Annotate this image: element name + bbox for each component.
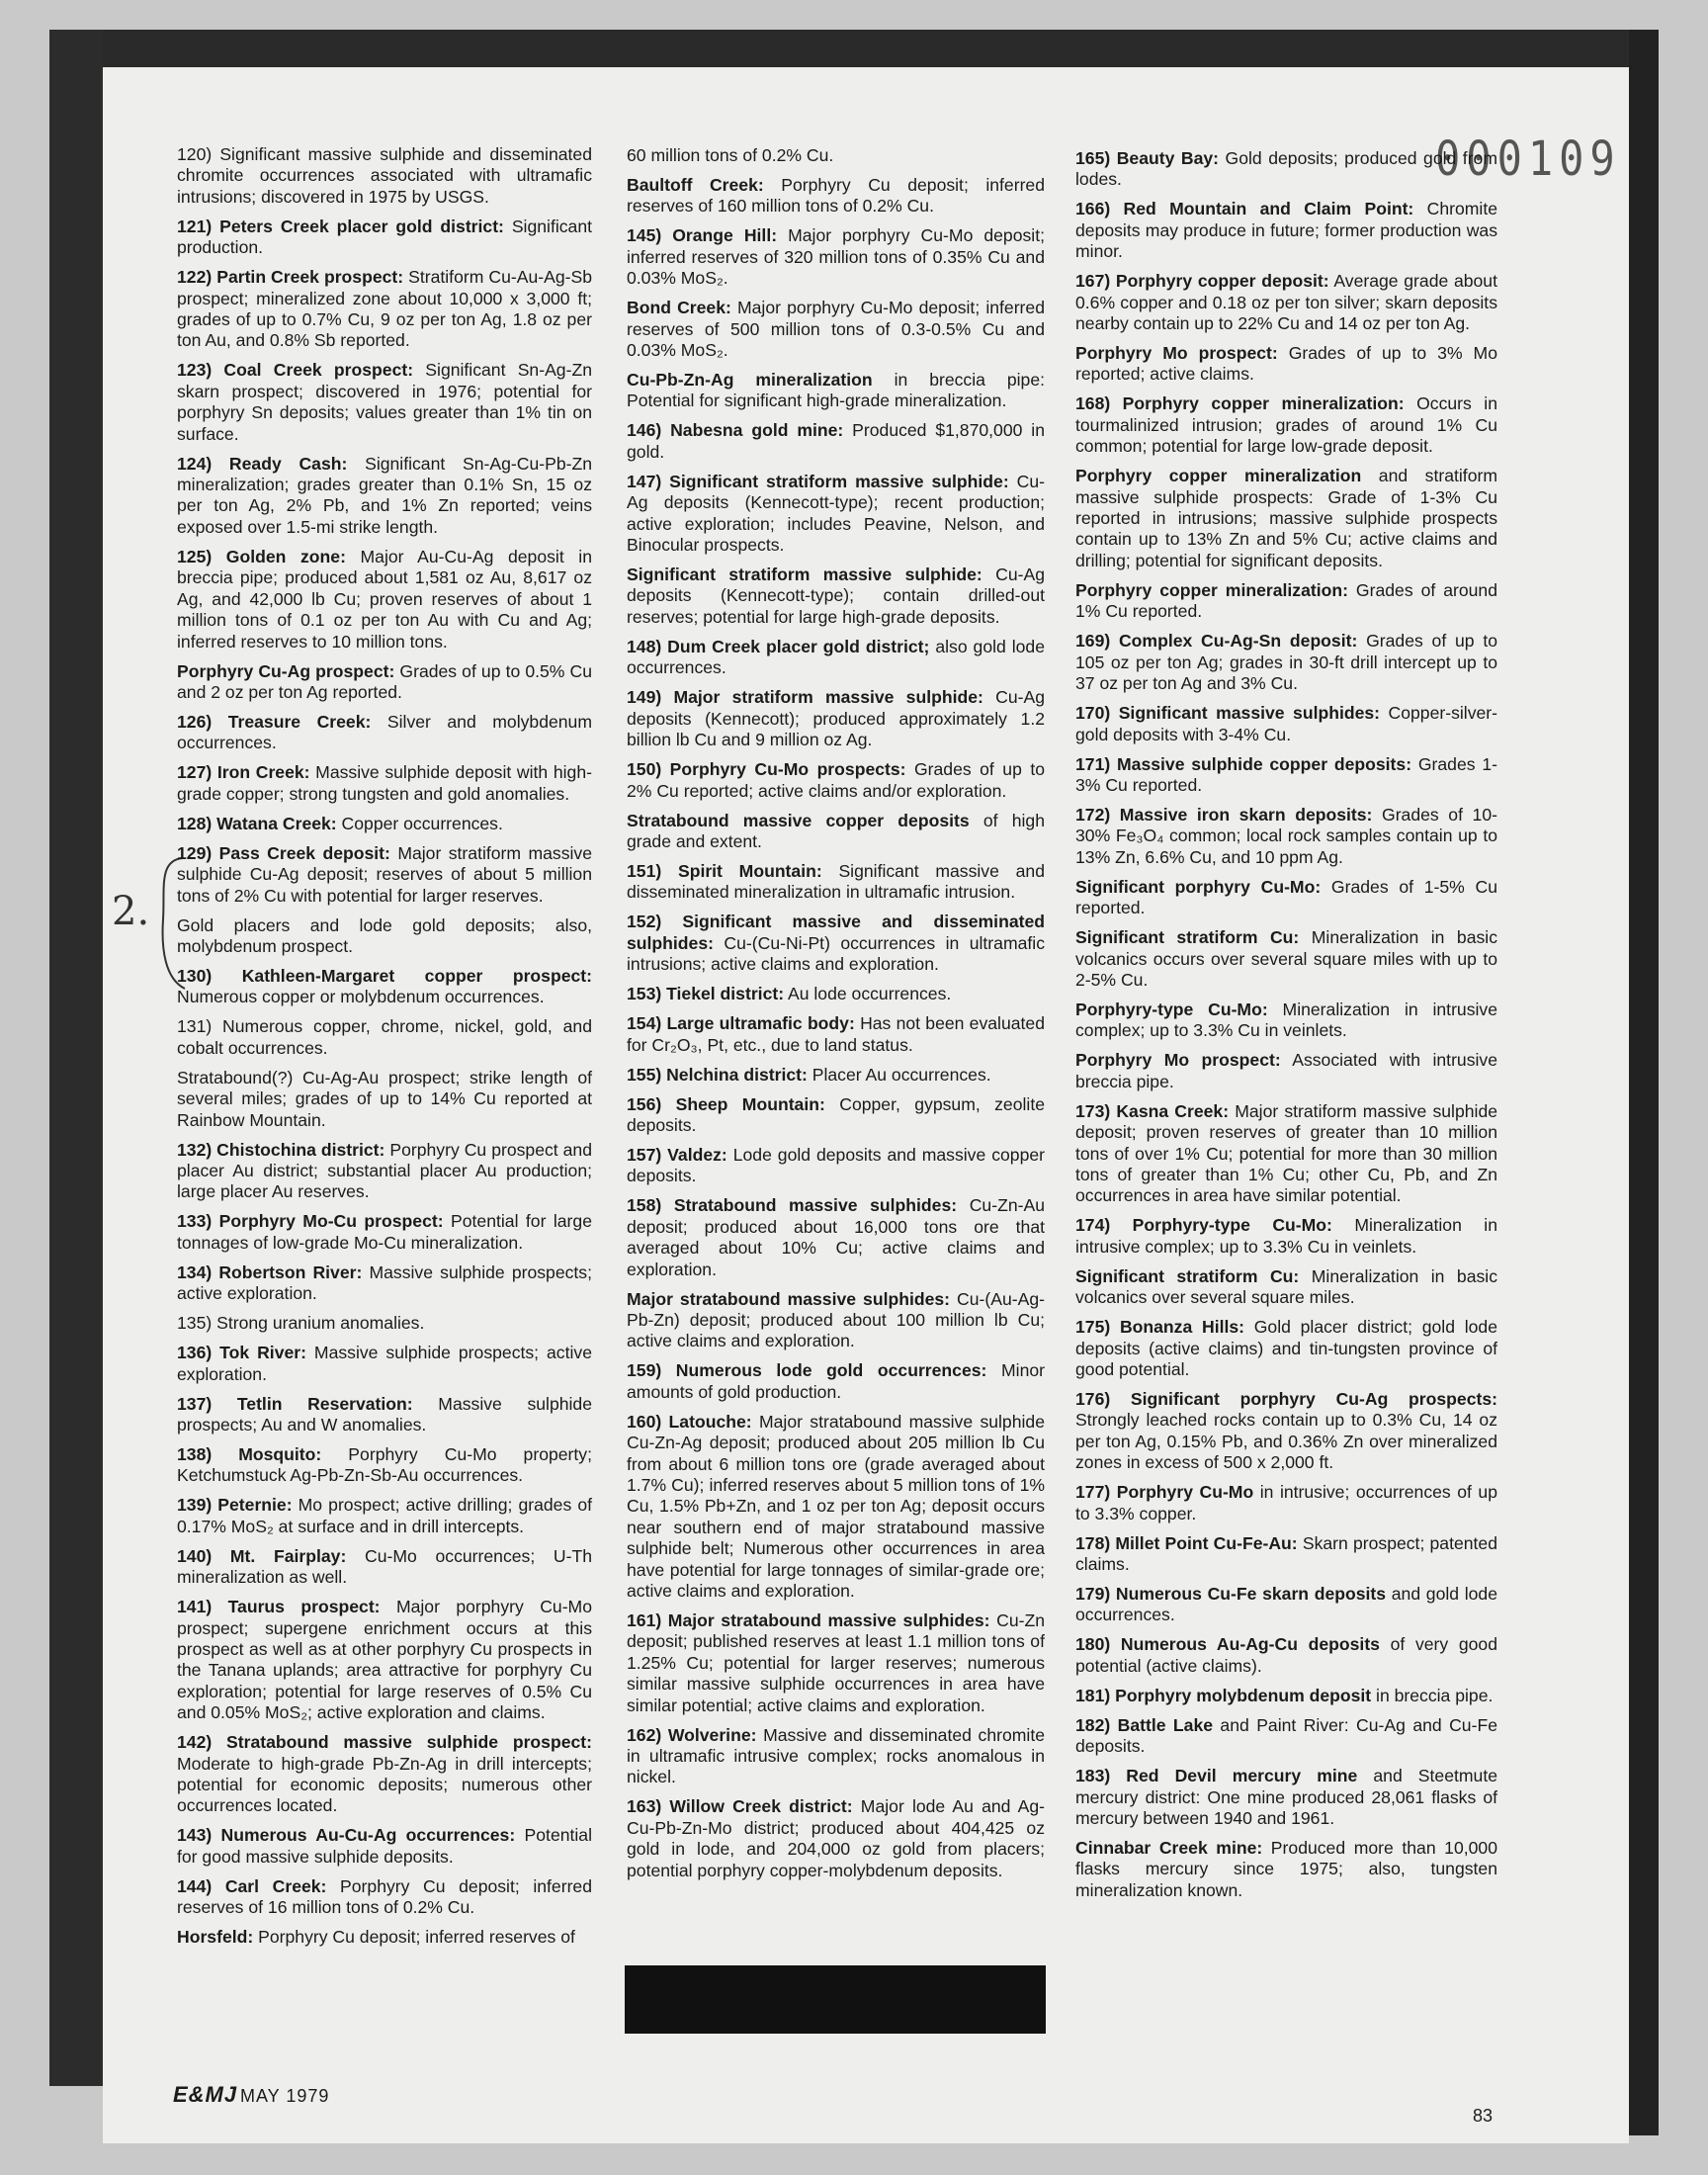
deposit-entry <box>177 1597 592 1723</box>
entry-heading: 154) Large ultramafic body: <box>627 1013 855 1034</box>
deposit-entry <box>1075 1266 1497 1309</box>
entry-heading: 156) Sheep Mountain: <box>627 1093 825 1114</box>
entry-heading: Cu-Pb-Zn-Ag mineralization <box>627 370 873 391</box>
entry-text: Cu-Mo occurrences; U-Th mineralization as well. <box>177 1545 592 1588</box>
entry-heading: 140) Mt. Fairplay: <box>177 1545 347 1566</box>
deposit-entry <box>1075 199 1497 262</box>
entry-heading: 122) Partin Creek prospect: <box>177 267 404 288</box>
entry-heading: 147) Significant stratiform massive sulphide: <box>627 471 1009 491</box>
deposit-entry <box>177 1068 592 1131</box>
entry-text: Major porphyry Cu-Mo prospect; supergene enrichment occurs at this prospect as well as at other porphyry Cu prospects in the Tanana uplands; area attractive for porphyry Cu exploration; potential for large reserves of 0.5% Cu and 0.05% MoS₂; active exploration and claims. <box>177 1597 592 1723</box>
entry-text: Porphyry Cu deposit; inferred reserves of <box>253 1927 575 1948</box>
entry-text: of high grade and extent. <box>627 810 1045 851</box>
deposit-entry <box>1075 1000 1497 1042</box>
deposit-entry <box>1075 631 1497 694</box>
entry-heading: 160) Latouche: <box>627 1411 752 1432</box>
deposit-entry <box>177 1825 592 1868</box>
deposit-entry <box>1075 1766 1497 1829</box>
entry-text: Stratabound(?) Cu-Ag-Au prospect; strike length of several miles; grades of up to 14% Cu reported at Rainbow Mountain. <box>177 1067 592 1130</box>
entry-heading: 176) Significant porphyry Cu-Ag prospects: <box>1075 1389 1497 1409</box>
deposit-entry <box>1075 1584 1497 1626</box>
deposit-entry <box>627 1195 1045 1280</box>
deposit-entry <box>627 1065 1045 1086</box>
entry-heading: Significant stratiform Cu: <box>1075 927 1300 948</box>
deposit-entry <box>177 915 592 958</box>
deposit-entry <box>627 861 1045 904</box>
deposit-entry <box>177 1495 592 1537</box>
entry-heading: 128) Watana Creek: <box>177 813 337 833</box>
entry-heading: 180) Numerous Au-Ag-Cu deposits <box>1075 1634 1380 1655</box>
deposit-entry <box>627 1360 1045 1403</box>
entry-heading: Cinnabar Creek mine: <box>1075 1838 1263 1859</box>
entry-text: Produced more than 10,000 flasks mercury since 1975; also, tungsten mineralization known. <box>1075 1838 1497 1900</box>
entry-text: and Paint River: Cu-Ag and Cu-Fe deposits. <box>1075 1714 1497 1757</box>
entry-heading: 173) Kasna Creek: <box>1075 1100 1230 1121</box>
deposit-entry <box>1075 1533 1497 1576</box>
entry-heading: 143) Numerous Au-Cu-Ag occurrences: <box>177 1825 516 1846</box>
entry-heading: 134) Robertson River: <box>177 1262 363 1282</box>
entry-heading: Porphyry-type Cu-Mo: <box>1075 999 1268 1019</box>
entry-text: and gold lode occurrences. <box>1075 1584 1498 1625</box>
entry-heading: 159) Numerous lode gold occurrences: <box>627 1360 987 1381</box>
deposit-entry <box>177 1313 592 1334</box>
deposit-entry <box>1075 927 1497 991</box>
entry-heading: 168) Porphyry copper mineralization: <box>1075 393 1405 414</box>
deposit-entry <box>1075 1482 1497 1524</box>
entry-heading: 153) Tiekel district: <box>627 984 785 1004</box>
deposit-entry <box>627 1289 1045 1352</box>
entry-text: Cu-Zn deposit; published reserves at least 1.1 million tons of 1.25% Cu; potential for larger reserves; numerous similar massive sulphide occurrences in area have similar potential; active claims and exploration. <box>627 1610 1045 1715</box>
deposit-entry <box>177 1343 592 1385</box>
entry-text: Au lode occurrences. <box>784 984 952 1004</box>
deposit-entry <box>1075 393 1497 457</box>
entry-heading: 141) Taurus prospect: <box>177 1597 381 1617</box>
entry-text: Has not been evaluated for Cr₂O₃, Pt, etc., due to land status. <box>627 1013 1045 1055</box>
deposit-entry <box>177 661 592 704</box>
deposit-entry <box>627 472 1045 557</box>
entry-text: Major stratiform massive sulphide deposit; proven reserves of greater than 10 million tons of over 1% Cu; potential for more than 30 million tons of greater than 1% Cu; other Cu, Pb, and Zn occurrences in area have similar potential. <box>1075 1100 1498 1206</box>
entry-heading: 155) Nelchina district: <box>627 1064 808 1085</box>
deposit-entry <box>177 547 592 652</box>
entry-text: Massive sulphide deposit with high-grade copper; strong tungsten and gold anomalies. <box>177 762 592 804</box>
entry-text: Porphyry Cu prospect and placer Au district; substantial placer Au production; large placer Au reserves. <box>177 1139 592 1202</box>
deposit-entry <box>177 1732 592 1817</box>
entry-text: Potential for large tonnages of low-grade Mo-Cu mineralization. <box>177 1211 592 1253</box>
entry-heading: 172) Massive iron skarn deposits: <box>1075 804 1373 825</box>
entry-heading: 121) Peters Creek placer gold district: <box>177 216 504 236</box>
entry-heading: 152) Significant massive and disseminated sulphides: <box>627 912 1045 953</box>
entry-heading: 175) Bonanza Hills: <box>1075 1317 1244 1338</box>
entry-heading: 132) Chistochina district: <box>177 1139 385 1160</box>
entry-heading: 158) Stratabound massive sulphides: <box>627 1195 958 1216</box>
entry-text: Average grade about 0.6% copper and 0.18 oz per ton silver; skarn deposits nearby contain up to 22% Cu and 14 oz per ton Ag. <box>1075 271 1497 334</box>
page-number: 83 <box>1473 2106 1494 2126</box>
entry-heading: 124) Ready Cash: <box>177 453 348 474</box>
entry-heading: 183) Red Devil mercury mine <box>1075 1766 1358 1786</box>
deposit-entry <box>627 175 1045 218</box>
entry-text: Copper, gypsum, zeolite deposits. <box>627 1093 1045 1135</box>
deposit-entry <box>177 1876 592 1919</box>
entry-text: Major lode Au and Ag-Cu-Pb-Zn-Mo district; produced about 404,425 oz gold in lode, and 204,000 oz gold from placers; potential porphyry copper-molybdenum deposits. <box>627 1796 1045 1880</box>
entry-heading: 142) Stratabound massive sulphide prospect: <box>177 1732 592 1753</box>
deposit-entry <box>1075 1389 1497 1474</box>
entry-heading: Bond Creek: <box>627 298 731 318</box>
column-3 <box>1075 148 1497 1910</box>
entry-text: Significant massive and disseminated mineralization in ultramafic intrusion. <box>627 860 1045 903</box>
entry-text: Produced $1,870,000 in gold. <box>627 420 1045 462</box>
entry-text: 131) Numerous copper, chrome, nickel, gold, and cobalt occurrences. <box>177 1016 592 1058</box>
deposit-entry <box>627 687 1045 750</box>
entry-heading: Porphyry Cu-Ag prospect: <box>177 660 395 681</box>
entry-text: Chromite deposits may produce in future; former production was minor. <box>1075 199 1497 262</box>
entry-text: Porphyry Cu-Mo property; Ketchumstuck Ag-Pb-Zn-Sb-Au occurrences. <box>177 1444 592 1486</box>
deposit-entry <box>1075 703 1497 745</box>
entry-text: Significant Sn-Ag-Cu-Pb-Zn mineralization; grades greater than 0.1% Sn, 15 oz per ton Ag, 2% Pb, and 1% Zn reported; veins exposed over 1.5-mi strike length. <box>177 453 592 537</box>
entry-heading: 125) Golden zone: <box>177 546 346 566</box>
deposit-entry <box>1075 805 1497 868</box>
entry-heading: 161) Major stratabound massive sulphides: <box>627 1610 990 1631</box>
entry-heading: Significant stratiform Cu: <box>1075 1265 1300 1286</box>
entry-text: Major Au-Cu-Ag deposit in breccia pipe; produced about 1,581 oz Au, 8,617 oz Ag, and 42,000 lb Cu; proven reserves of about 1 million tons of 0.1 oz per ton Au with Cu and Ag; inferred reserves to 10 million tons. <box>177 546 592 652</box>
entry-heading: Significant porphyry Cu-Mo: <box>1075 876 1322 897</box>
deposit-entry <box>627 1796 1045 1881</box>
margin-note: 2. <box>112 889 150 934</box>
entry-text: Massive and disseminated chromite in ultramafic intrusive complex; rocks anomalous in nickel. <box>627 1724 1045 1787</box>
deposit-entry <box>627 1725 1045 1788</box>
deposit-entry <box>177 1546 592 1589</box>
entry-text: of very good potential (active claims). <box>1075 1634 1497 1676</box>
deposit-entry <box>627 811 1045 853</box>
deposit-entry <box>1075 580 1497 623</box>
deposit-entry <box>627 298 1045 361</box>
deposit-entry <box>627 1610 1045 1716</box>
deposit-entry <box>177 966 592 1008</box>
entry-heading: 145) Orange Hill: <box>627 225 778 246</box>
entry-text: Minor amounts of gold production. <box>627 1360 1045 1402</box>
entry-text: 120) Significant massive sulphide and disseminated chromite occurrences associated with ultramafic intrusions; discovered in 1975 by USGS. <box>177 144 592 207</box>
entry-text: Significant Sn-Ag-Zn skarn prospect; discovered in 1976; potential for porphyry Sn deposits; values greater than 1% tin on surface. <box>177 360 592 444</box>
entry-text: Mineralization in intrusive complex; up to 3.3% Cu in veinlets. <box>1075 999 1497 1041</box>
deposit-entry <box>1075 754 1497 797</box>
entry-heading: 129) Pass Creek deposit: <box>177 842 390 863</box>
entry-text: Potential for good massive sulphide deposits. <box>177 1825 593 1867</box>
entry-heading: Baultoff Creek: <box>627 175 764 195</box>
entry-heading: 181) Porphyry molybdenum deposit <box>1075 1685 1372 1705</box>
scan-top-border <box>49 30 1659 67</box>
entry-text: Copper occurrences. <box>336 813 503 833</box>
entry-text: Grades of up to 3% Mo reported; active claims. <box>1075 343 1497 385</box>
entry-text: Major stratabound massive sulphide Cu-Zn-Ag deposit; produced about 205 million lb Cu from about 6 million tons ore (grade averaged about 1.7% Cu); inferred reserves about 5 million tons of 1% Cu, 1.5% Pb+Zn, and 1 oz per ton Ag; deposit occurs near southern end of major stratabound massive sulphide belt; Numerous other occurrences in area have potential for large tonnages of similar-grade ore; active claims and exploration. <box>627 1411 1045 1602</box>
entry-heading: 166) Red Mountain and Claim Point: <box>1075 199 1414 219</box>
deposit-entry <box>627 1094 1045 1137</box>
deposit-entry <box>627 145 1045 166</box>
entry-text: Major porphyry Cu-Mo deposit; inferred reserves of 500 million tons of 0.3-0.5% Cu and 0.03% MoS₂. <box>627 298 1045 361</box>
entry-heading: Significant stratiform massive sulphide: <box>627 565 982 585</box>
entry-text: Cu-(Au-Ag-Pb-Zn) deposit; produced about 100 million lb Cu; active claims and exploration. <box>627 1288 1045 1351</box>
deposit-entry <box>627 1412 1045 1603</box>
entry-text: Cu-Zn-Au deposit; produced about 16,000 tons ore that averaged about 10% Cu; active claims and exploration. <box>627 1195 1045 1279</box>
deposit-entry <box>627 370 1045 412</box>
entry-text: Grades of 10-30% Fe₃O₄ common; local rock samples contain up to 13% Zn, 6.6% Cu, and 10 ppm Ag. <box>1075 804 1497 867</box>
entry-text: Massive sulphide prospects; Au and W anomalies. <box>177 1393 592 1435</box>
deposit-entry <box>1075 1317 1497 1380</box>
column-1 <box>177 144 592 1957</box>
scan-right-border <box>1629 30 1659 2135</box>
column-2 <box>627 145 1045 1890</box>
deposit-entry <box>1075 1838 1497 1901</box>
deposit-entry <box>627 420 1045 463</box>
deposit-entry <box>177 267 592 352</box>
entry-heading: 138) Mosquito: <box>177 1444 322 1464</box>
entry-heading: 174) Porphyry-type Cu-Mo: <box>1075 1215 1332 1236</box>
entry-text: Grades of up to 105 oz per ton Ag; grades in 30-ft drill intercept up to 37 oz per ton Ag and 3% Cu. <box>1075 631 1497 694</box>
deposit-entry <box>627 912 1045 975</box>
deposit-entry <box>177 144 592 208</box>
deposit-entry <box>177 762 592 805</box>
entry-heading: 171) Massive sulphide copper deposits: <box>1075 753 1412 774</box>
entry-text: 60 million tons of 0.2% Cu. <box>627 145 834 165</box>
entry-heading: 130) Kathleen-Margaret copper prospect: <box>177 965 592 986</box>
entry-heading: Porphyry copper mineralization: <box>1075 579 1348 600</box>
entry-text: Grades of up to 0.5% Cu and 2 oz per ton Ag reported. <box>177 660 592 702</box>
deposit-entry <box>1075 148 1497 191</box>
entry-text: in breccia pipe. <box>1371 1685 1494 1705</box>
deposit-entry <box>1075 1715 1497 1758</box>
entry-heading: 167) Porphyry copper deposit: <box>1075 271 1329 292</box>
entry-text: Mineralization in intrusive complex; up to 3.3% Cu in veinlets. <box>1075 1215 1497 1257</box>
entry-heading: 139) Peternie: <box>177 1495 293 1516</box>
entry-text: Massive sulphide prospects; active exploration. <box>177 1343 592 1384</box>
deposit-entry <box>1075 877 1497 919</box>
entry-text: Gold deposits; produced gold from lodes. <box>1075 148 1497 190</box>
entry-text: Massive sulphide prospects; active exploration. <box>177 1262 592 1304</box>
entry-heading: 126) Treasure Creek: <box>177 711 372 732</box>
entry-heading: 177) Porphyry Cu-Mo <box>1075 1482 1254 1503</box>
entry-text: 135) Strong uranium anomalies. <box>177 1313 425 1334</box>
entry-text: and Steetmute mercury district: One mine produced 28,061 flasks of mercury between 1940 and 1961. <box>1075 1766 1497 1829</box>
entry-heading: 127) Iron Creek: <box>177 762 310 783</box>
entry-heading: 150) Porphyry Cu-Mo prospects: <box>627 759 906 780</box>
entry-text: Associated with intrusive breccia pipe. <box>1075 1050 1498 1091</box>
entry-heading: 157) Valdez: <box>627 1144 727 1165</box>
entry-text: Cu-Ag deposits (Kennecott-type); contain drilled-out reserves; potential for large high-grade deposits. <box>627 565 1045 627</box>
entry-heading: 165) Beauty Bay: <box>1075 148 1220 168</box>
issue-date: MAY 1979 <box>240 2086 330 2106</box>
entry-text: Moderate to high-grade Pb-Zn-Ag in drill intercepts; potential for economic deposits; numerous other occurrences located. <box>177 1753 592 1816</box>
entry-heading: 146) Nabesna gold mine: <box>627 420 844 441</box>
entry-heading: 123) Coal Creek prospect: <box>177 360 414 381</box>
entry-text: Major stratiform massive sulphide Cu-Ag deposit; reserves of about 5 million tons of 2% Cu with potential for larger reserves. <box>177 842 593 906</box>
deposit-entry <box>177 1927 592 1948</box>
entry-text: Placer Au occurrences. <box>807 1064 991 1085</box>
deposit-entry <box>627 637 1045 679</box>
entry-text: Gold placers and lode gold deposits; also, molybdenum prospect. <box>177 914 592 956</box>
entry-heading: Major stratabound massive sulphides: <box>627 1288 951 1309</box>
entry-text: Mineralization in basic volcanics over several square miles. <box>1075 1265 1497 1308</box>
entry-heading: Horsfeld: <box>177 1927 254 1948</box>
entry-text: Grades of up to 2% Cu reported; active claims and/or exploration. <box>627 759 1045 801</box>
deposit-entry <box>627 1145 1045 1187</box>
entry-heading: 178) Millet Point Cu-Fe-Au: <box>1075 1532 1298 1553</box>
entry-heading: Porphyry Mo prospect: <box>1075 343 1278 364</box>
entry-text: Gold placer district; gold lode deposits (active claims) and tin-tungsten province of good potential. <box>1075 1317 1497 1379</box>
deposit-entry <box>1075 466 1497 571</box>
deposit-entry <box>1075 1101 1497 1207</box>
entry-text: Mo prospect; active drilling; grades of 0.17% MoS₂ at surface and in drill intercepts. <box>177 1495 592 1536</box>
entry-text: Grades of 1-5% Cu reported. <box>1075 876 1498 918</box>
deposit-entry <box>1075 1686 1497 1706</box>
deposit-entry <box>177 843 592 907</box>
entry-text: Mineralization in basic volcanics occurs over several square miles with up to 2-5% Cu. <box>1075 927 1497 990</box>
entry-heading: 144) Carl Creek: <box>177 1875 327 1896</box>
entry-text: Numerous copper or molybdenum occurrences. <box>177 987 545 1007</box>
entry-heading: 133) Porphyry Mo-Cu prospect: <box>177 1211 444 1232</box>
entry-text: Silver and molybdenum occurrences. <box>177 711 592 753</box>
entry-text: Cu-(Cu-Ni-Pt) occurrences in ultramafic intrusions; active claims and exploration. <box>627 932 1045 975</box>
entry-text: Significant production. <box>177 216 592 258</box>
entry-heading: 148) Dum Creek placer gold district; <box>627 636 930 656</box>
entry-heading: 162) Wolverine: <box>627 1724 757 1745</box>
entry-text: Lode gold deposits and massive copper deposits. <box>627 1144 1045 1186</box>
entry-text: Porphyry Cu deposit; inferred reserves of 160 million tons of 0.2% Cu. <box>627 175 1046 217</box>
deposit-entry <box>627 1013 1045 1056</box>
redaction-block <box>625 1965 1046 2034</box>
deposit-entry <box>177 1444 592 1487</box>
deposit-entry <box>177 814 592 834</box>
entry-text: Cu-Ag deposits (Kennecott-type); recent production; active exploration; includes Peavine, Nelson, and Binocular prospects. <box>627 471 1045 556</box>
deposit-entry <box>1075 1215 1497 1258</box>
entry-text: Occurs in tourmalinized intrusion; grades of around 1% Cu common; potential for large low-grade deposit. <box>1075 393 1497 457</box>
entry-text: Strongly leached rocks contain up to 0.3% Cu, 14 oz per ton Ag, 0.15% Pb, and 0.36% Zn over mineralized zones in excess of 500 x 2,000 ft. <box>1075 1410 1497 1473</box>
deposit-entry <box>177 1140 592 1203</box>
entry-text: Grades of around 1% Cu reported. <box>1075 579 1497 622</box>
deposit-entry <box>177 1016 592 1059</box>
entry-text: Stratiform Cu-Au-Ag-Sb prospect; mineralized zone about 10,000 x 3,000 ft; grades of up to 0.7% Cu, 9 oz per ton Ag, 1.8 oz per ton Au, and 0.8% Sb reported. <box>177 267 592 351</box>
deposit-entry <box>627 565 1045 628</box>
deposit-entry <box>177 1211 592 1254</box>
deposit-entry <box>177 1262 592 1305</box>
deposit-entry <box>1075 1634 1497 1677</box>
scan-left-border <box>49 30 103 2086</box>
entry-text: and stratiform massive sulphide prospects: Grade of 1-3% Cu reported in intrusions; massive sulphide prospects contain up to 13% Zn and 5% Cu; active claims and drilling; potential for significant deposits. <box>1075 466 1497 570</box>
entry-text: Major porphyry Cu-Mo deposit; inferred reserves of 320 million tons of 0.35% Cu and 0.03% MoS₂. <box>627 225 1045 289</box>
entry-text: Porphyry Cu deposit; inferred reserves of 16 million tons of 0.2% Cu. <box>177 1875 593 1918</box>
entry-heading: 163) Willow Creek district: <box>627 1796 853 1817</box>
entry-heading: Porphyry copper mineralization <box>1075 466 1362 486</box>
entry-text: Cu-Ag deposits (Kennecott); produced approximately 1.2 billion lb Cu and 9 million oz Ag. <box>627 687 1045 750</box>
entry-heading: 182) Battle Lake <box>1075 1714 1214 1735</box>
entry-text: Skarn prospect; patented claims. <box>1075 1532 1497 1575</box>
deposit-entry <box>177 360 592 445</box>
entry-heading: 137) Tetlin Reservation: <box>177 1393 413 1414</box>
entry-heading: Stratabound massive copper deposits <box>627 810 970 830</box>
deposit-entry <box>1075 271 1497 334</box>
entry-heading: 169) Complex Cu-Ag-Sn deposit: <box>1075 631 1358 652</box>
entry-text: Copper-silver-gold deposits with 3-4% Cu. <box>1075 703 1497 744</box>
entry-heading: 179) Numerous Cu-Fe skarn deposits <box>1075 1584 1387 1605</box>
deposit-entry <box>177 712 592 754</box>
deposit-entry <box>177 1394 592 1436</box>
deposit-entry <box>627 225 1045 289</box>
entry-text: in intrusive; occurrences of up to 3.3% copper. <box>1075 1482 1497 1523</box>
entry-text: in breccia pipe: Potential for significant high-grade mineralization. <box>627 370 1045 411</box>
entry-heading: 170) Significant massive sulphides: <box>1075 703 1381 724</box>
deposit-entry <box>1075 1050 1497 1092</box>
entry-text: Grades 1-3% Cu reported. <box>1075 753 1497 795</box>
magazine-logo: E&MJ <box>173 2082 238 2107</box>
deposit-entry <box>627 984 1045 1004</box>
entry-heading: 149) Major stratiform massive sulphide: <box>627 687 983 708</box>
deposit-entry <box>627 759 1045 802</box>
deposit-entry <box>1075 343 1497 386</box>
entry-heading: 151) Spirit Mountain: <box>627 860 822 881</box>
document-stamp-number: 000109 <box>1435 130 1621 187</box>
deposit-entry <box>177 454 592 539</box>
entry-heading: Porphyry Mo prospect: <box>1075 1050 1281 1071</box>
entry-text: also gold lode occurrences. <box>627 636 1046 678</box>
deposit-entry <box>177 217 592 259</box>
entry-heading: 136) Tok River: <box>177 1343 306 1363</box>
